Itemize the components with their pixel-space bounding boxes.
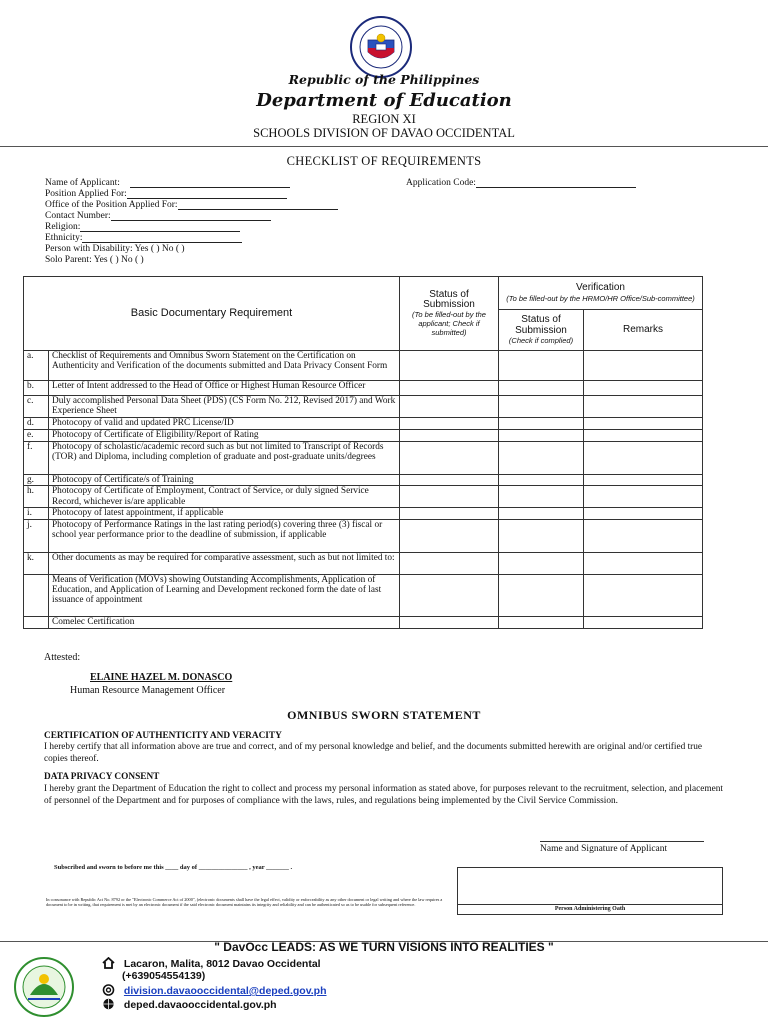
email-icon xyxy=(102,984,115,996)
verification-checkbox-cell[interactable] xyxy=(499,486,584,508)
status-checkbox-cell[interactable] xyxy=(400,616,499,628)
requirement-letter: d. xyxy=(24,417,49,429)
remarks-cell[interactable] xyxy=(584,429,703,441)
applicant-name-field[interactable] xyxy=(45,178,290,188)
status-checkbox-cell[interactable] xyxy=(400,508,499,519)
requirement-letter: h. xyxy=(24,486,49,508)
verification-checkbox-cell[interactable] xyxy=(499,429,584,441)
requirement-letter: c. xyxy=(24,396,49,418)
verification-checkbox-cell[interactable] xyxy=(499,441,584,474)
verification-checkbox-cell[interactable] xyxy=(499,381,584,396)
status-checkbox-cell[interactable] xyxy=(400,417,499,429)
table-row xyxy=(24,417,703,429)
col-verification-header xyxy=(499,277,703,310)
status-checkbox-cell[interactable] xyxy=(400,381,499,396)
requirement-text: Photocopy of Certificate/s of Training xyxy=(49,474,400,485)
ethnicity-field[interactable] xyxy=(45,233,242,243)
administering-label: Person Administering Oath xyxy=(554,906,626,912)
address-text: Lacaron, Malita, 8012 Davao Occidental xyxy=(123,958,321,970)
religion-field[interactable] xyxy=(45,222,240,232)
requirement-letter: f. xyxy=(24,441,49,474)
certification-heading: CERTIFICATION OF AUTHENTICITY AND VERACITY xyxy=(44,731,282,741)
status-checkbox-cell[interactable] xyxy=(400,351,499,381)
application-code-label: Application Code: xyxy=(406,178,476,188)
subscribed-statement: Subscribed and sworn to before me this ____ day of _______________ , year _______ . xyxy=(54,864,293,871)
status-checkbox-cell[interactable] xyxy=(400,396,499,418)
col-status-header xyxy=(400,277,499,351)
solo-parent-field[interactable]: Solo Parent: Yes ( ) No ( ) xyxy=(45,255,144,265)
table-row xyxy=(24,508,703,519)
verification-checkbox-cell[interactable] xyxy=(499,474,584,485)
status-checkbox-cell[interactable] xyxy=(400,519,499,552)
department-title: Department of Education xyxy=(256,90,512,111)
application-code-field[interactable] xyxy=(406,178,636,188)
remarks-cell[interactable] xyxy=(584,552,703,574)
requirement-text: Photocopy of latest appointment, if applicable xyxy=(49,508,400,519)
col-ver-status-note: (Check if complied) xyxy=(508,335,574,345)
table-row xyxy=(24,441,703,474)
attested-label: Attested: xyxy=(44,652,81,663)
website-text[interactable]: deped.davaooccidental.gov.ph xyxy=(123,999,277,1011)
requirement-letter: g. xyxy=(24,474,49,485)
contact-field[interactable] xyxy=(45,211,271,221)
status-checkbox-cell[interactable] xyxy=(400,574,499,616)
col-verification-label: Verification xyxy=(576,282,625,294)
requirement-text: Comelec Certification xyxy=(49,616,400,628)
footer-motto: " DavOcc LEADS: AS WE TURN VISIONS INTO REALITIES " xyxy=(214,940,554,954)
remarks-cell[interactable] xyxy=(584,616,703,628)
certification-text: I hereby certify that all information above are true and correct, and of my personal knowledge and belief, and the documents submitted herewith are original and/or certified true copies thereof. xyxy=(44,742,703,764)
requirement-text: Means of Verification (MOVs) showing Outstanding Accomplishments, Application of Education, and Application of Learning and Development reckoned form the date of last issuance of appointment xyxy=(49,574,400,616)
requirement-text: Photocopy of valid and updated PRC License/ID xyxy=(49,417,400,429)
table-row xyxy=(24,474,703,485)
table-row xyxy=(24,396,703,418)
requirement-letter: a. xyxy=(24,351,49,381)
requirement-letter: k. xyxy=(24,552,49,574)
attesting-officer-position: Human Resource Management Officer xyxy=(70,685,226,696)
requirement-letter: i. xyxy=(24,508,49,519)
status-checkbox-cell[interactable] xyxy=(400,486,499,508)
globe-icon xyxy=(102,998,115,1010)
status-checkbox-cell[interactable] xyxy=(400,429,499,441)
applicant-name-label: Name of Applicant: xyxy=(45,178,120,188)
remarks-cell[interactable] xyxy=(584,519,703,552)
pwd-field[interactable]: Person with Disability: Yes ( ) No ( ) xyxy=(45,244,185,254)
requirement-text: Duly accomplished Personal Data Sheet (PDS) (CS Form No. 212, Revised 2017) and Work Experience Sheet xyxy=(49,396,400,418)
oath-signature-box[interactable] xyxy=(457,867,723,915)
table-row xyxy=(24,616,703,628)
requirement-text: Checklist of Requirements and Omnibus Sworn Statement on the Certification on Authenticity and Verification of the documents submitted and Data Privacy Consent Form xyxy=(49,351,400,381)
remarks-cell[interactable] xyxy=(584,474,703,485)
verification-checkbox-cell[interactable] xyxy=(499,552,584,574)
remarks-cell[interactable] xyxy=(584,351,703,381)
remarks-cell[interactable] xyxy=(584,381,703,396)
requirement-text: Photocopy of Certificate of Employment, Contract of Service, or duly signed Service Record, whichever is/are applicable xyxy=(49,486,400,508)
requirement-text: Photocopy of scholastic/academic record such as but not limited to Transcript of Records (TOR) and Diploma, including completion of graduate and post-graduate units/degrees xyxy=(49,441,400,474)
requirement-letter: b. xyxy=(24,381,49,396)
verification-checkbox-cell[interactable] xyxy=(499,574,584,616)
applicant-signature-label: Name and Signature of Applicant xyxy=(540,844,668,854)
verification-checkbox-cell[interactable] xyxy=(499,417,584,429)
table-row xyxy=(24,351,703,381)
division-label: SCHOOLS DIVISION OF DAVAO OCCIDENTAL xyxy=(253,126,515,140)
table-row xyxy=(24,486,703,508)
office-label: Office of the Position Applied For: xyxy=(45,200,178,210)
deped-seal-logo xyxy=(350,16,412,78)
position-label: Position Applied For: xyxy=(45,189,127,199)
col-status-note: (To be filled-out by the applicant; Check if submitted) xyxy=(412,310,486,338)
verification-checkbox-cell[interactable] xyxy=(499,519,584,552)
remarks-cell[interactable] xyxy=(584,417,703,429)
col-ver-status-header xyxy=(499,310,584,351)
status-checkbox-cell[interactable] xyxy=(400,474,499,485)
requirement-letter: e. xyxy=(24,429,49,441)
ethnicity-label: Ethnicity: xyxy=(45,233,83,243)
verification-checkbox-cell[interactable] xyxy=(499,351,584,381)
remarks-cell[interactable] xyxy=(584,574,703,616)
position-field[interactable] xyxy=(45,189,287,199)
table-row xyxy=(24,429,703,441)
contact-label: Contact Number: xyxy=(45,211,111,221)
checklist-title: CHECKLIST OF REQUIREMENTS xyxy=(286,154,482,168)
requirement-letter xyxy=(24,616,49,628)
region-label: REGION XI xyxy=(352,112,416,126)
office-field[interactable] xyxy=(45,200,338,210)
requirements-table xyxy=(23,276,703,629)
col-verification-note: (To be filled-out by the HRMO/HR Office/Sub-committee) xyxy=(506,293,695,303)
col-requirement-header: Basic Documentary Requirement xyxy=(24,277,400,351)
requirement-letter: j. xyxy=(24,519,49,552)
col-status-label: Status of Submission xyxy=(423,288,475,310)
table-row xyxy=(24,552,703,574)
privacy-text: I hereby grant the Department of Education the right to collect and process my personal information as stated above, for purposes relevant to the recruitment, selection, and placement of personnel of the Department and for purposes of compliance with the laws, rules, and regulations being implemented by the Civil Service Commission. xyxy=(44,784,723,806)
status-checkbox-cell[interactable] xyxy=(400,552,499,574)
remarks-cell[interactable] xyxy=(584,508,703,519)
applicant-signature-line[interactable] xyxy=(540,841,704,842)
requirement-text: Letter of Intent addressed to the Head of Office or Highest Human Resource Officer xyxy=(49,381,400,396)
omnibus-title: OMNIBUS SWORN STATEMENT xyxy=(287,708,481,722)
email-link[interactable]: division.davaooccidental@deped.gov.ph xyxy=(123,985,327,997)
verification-checkbox-cell[interactable] xyxy=(499,616,584,628)
table-row xyxy=(24,381,703,396)
republic-label: Republic of the Philippines xyxy=(288,72,480,87)
table-row xyxy=(24,519,703,552)
fine-print: In consonance with Republic Act No. 8792 or the "Electronic Commerce Act of 2000", (electronic documents shall have the legal effect, validity or enforceability as any other document or legal writing and where the law requires a document to be in writing, that requirement is met by an electronic document if the said electronic document maintains its integrity and reliability and can be authenticated so as to be usable for subsequent reference. xyxy=(46,897,443,908)
requirement-text: Other documents as may be required for comparative assessment, such as but not limited to: xyxy=(49,552,400,574)
website-row xyxy=(102,998,277,1011)
col-ver-status-label: Status of Submission xyxy=(515,314,567,336)
privacy-heading: DATA PRIVACY CONSENT xyxy=(44,772,160,782)
home-icon xyxy=(102,957,115,969)
status-checkbox-cell[interactable] xyxy=(400,441,499,474)
requirement-letter xyxy=(24,574,49,616)
remarks-cell[interactable] xyxy=(584,486,703,508)
division-seal-logo xyxy=(14,957,74,1017)
remarks-cell[interactable] xyxy=(584,441,703,474)
religion-label: Religion: xyxy=(45,222,81,232)
header-divider xyxy=(0,146,768,147)
email-row xyxy=(102,984,327,997)
address-row xyxy=(102,957,321,970)
table-row xyxy=(24,574,703,616)
requirement-text: Photocopy of Certificate of Eligibility/Report of Rating xyxy=(49,429,400,441)
attesting-officer-name: ELAINE HAZEL M. DONASCO xyxy=(90,672,233,683)
verification-checkbox-cell[interactable] xyxy=(499,508,584,519)
remarks-cell[interactable] xyxy=(584,396,703,418)
requirement-text: Photocopy of Performance Ratings in the last rating period(s) covering three (3) fiscal or school year performance prior to the deadline of submission, if applicable xyxy=(49,519,400,552)
verification-checkbox-cell[interactable] xyxy=(499,396,584,418)
phone-text: (+639054554139) xyxy=(122,970,206,982)
col-remarks-header: Remarks xyxy=(584,310,703,351)
